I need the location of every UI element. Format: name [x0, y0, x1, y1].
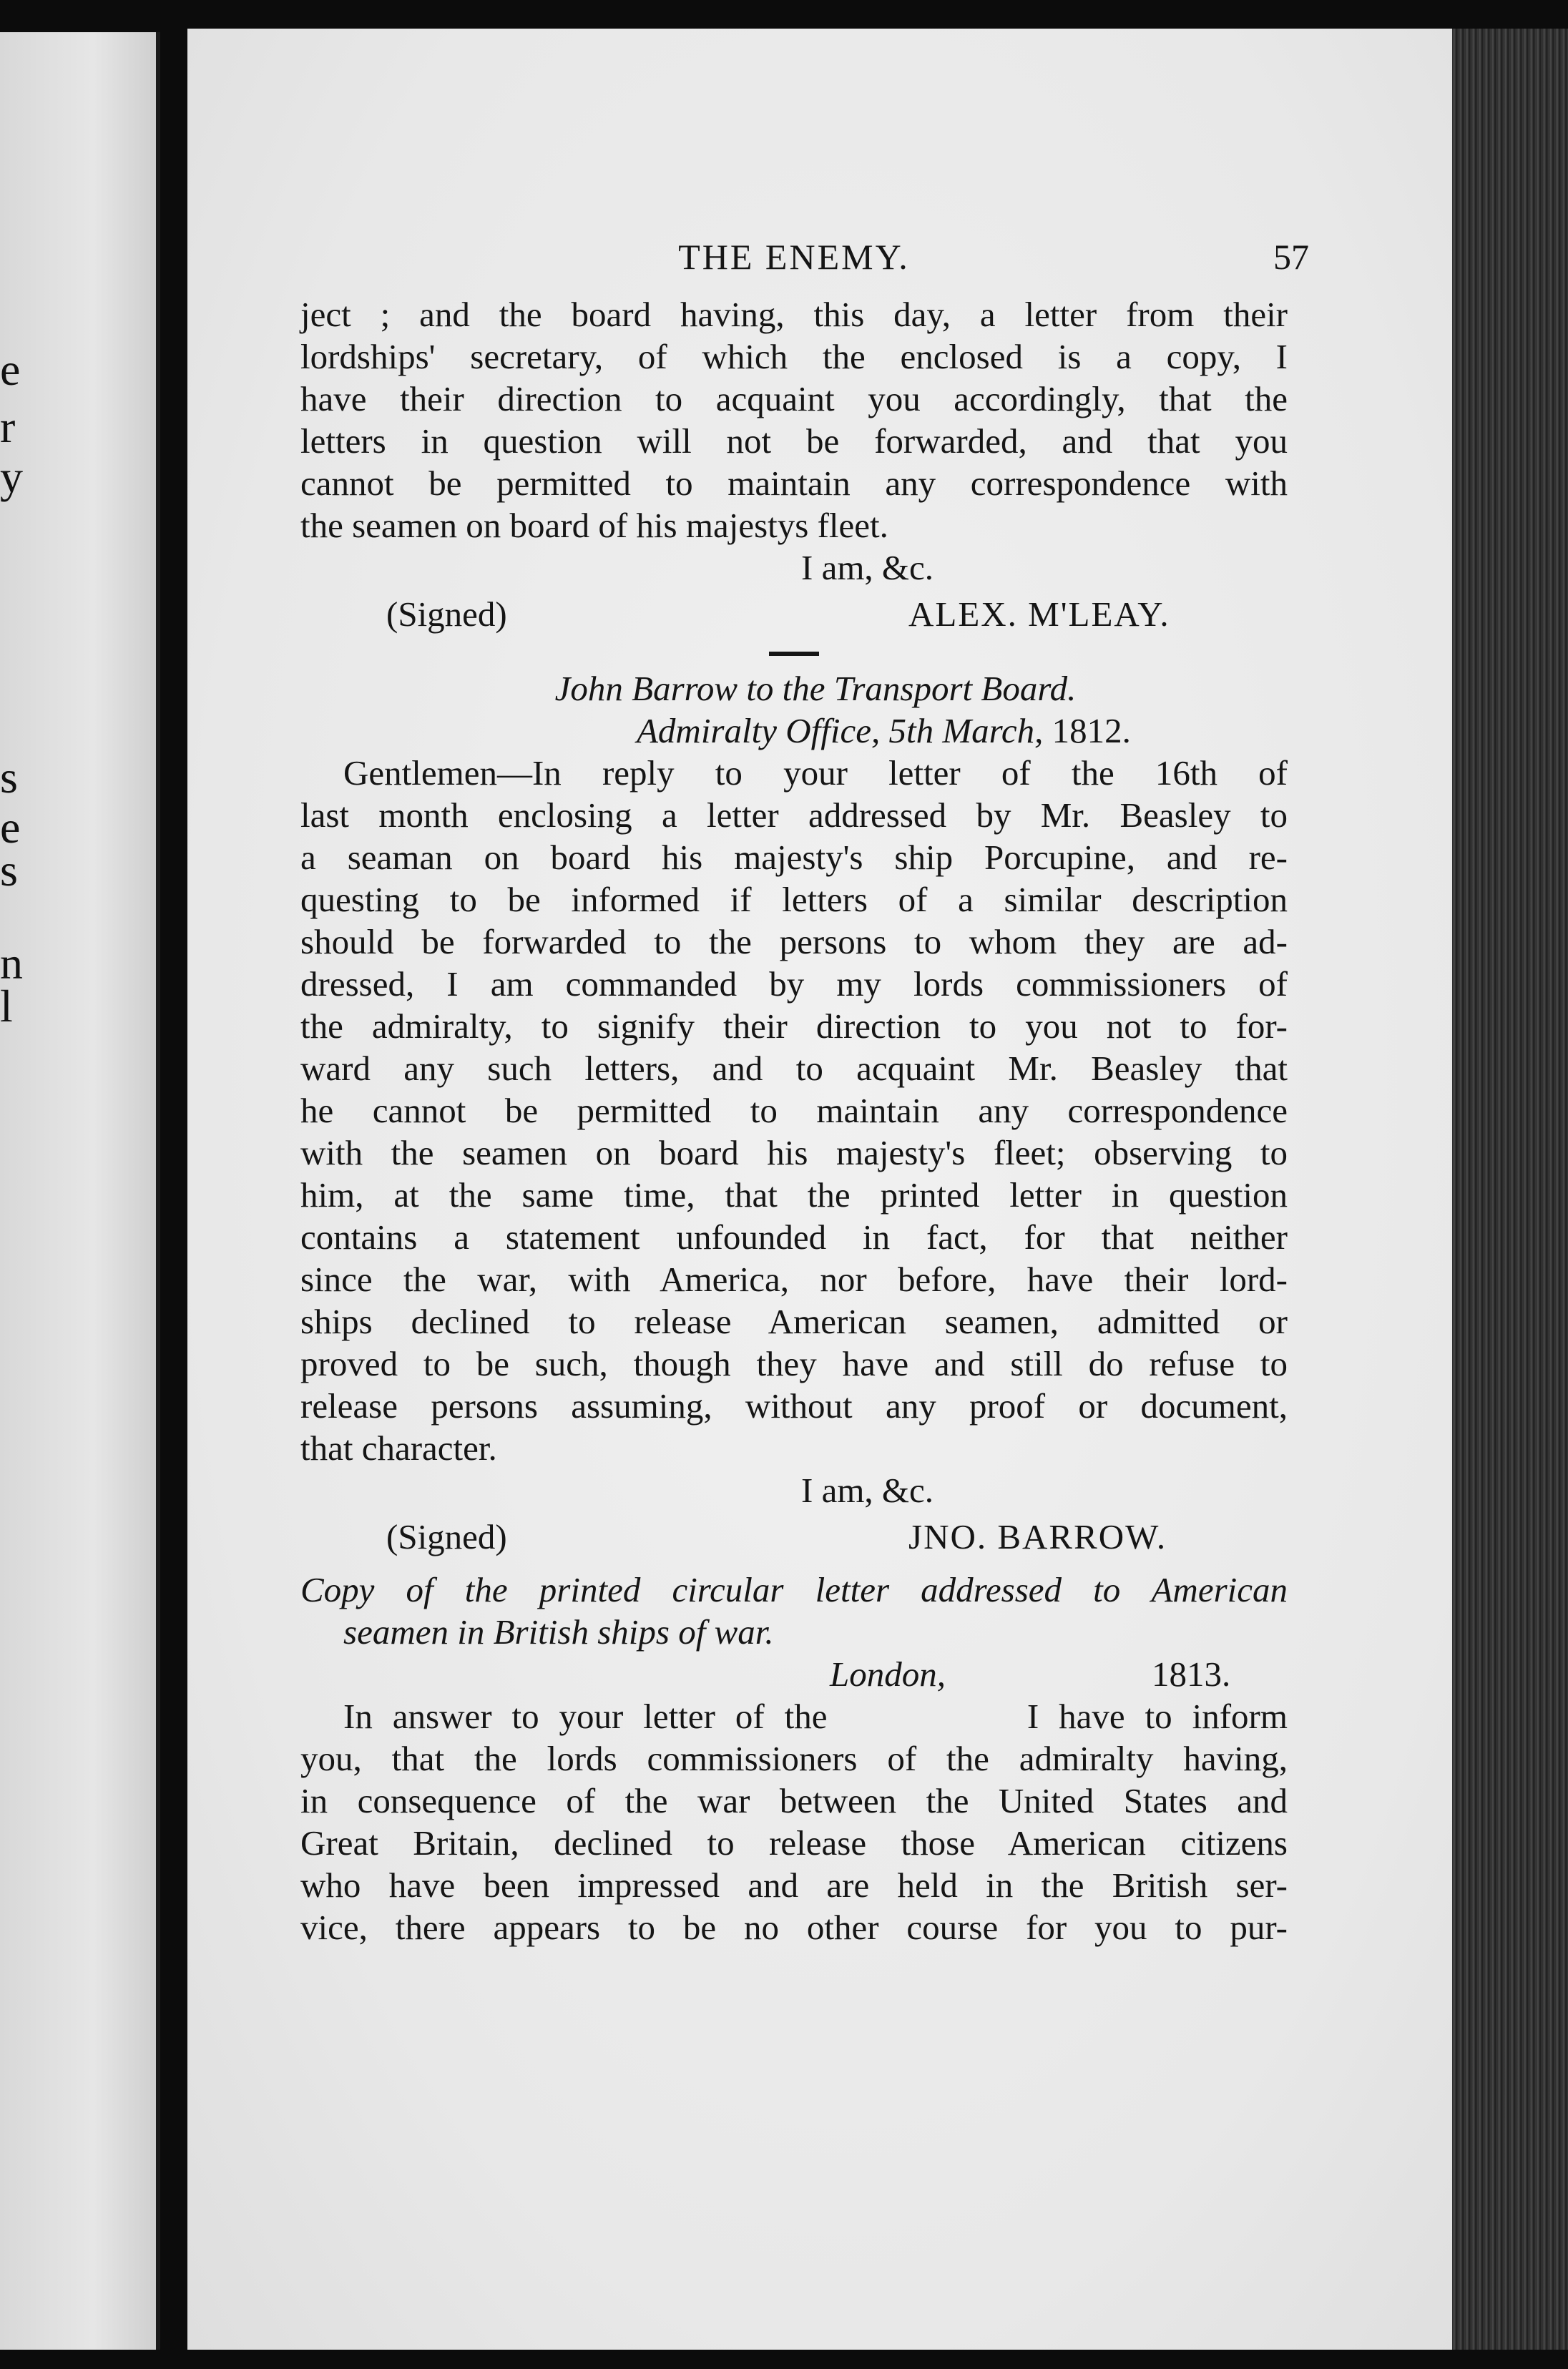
signature-row	[300, 1516, 1288, 1559]
edge-char: l	[0, 981, 13, 1031]
text-line: a seaman on board his majesty's ship Porcupine, and re-	[300, 838, 1288, 877]
text-line: who have been impressed and are held in the British ser-	[300, 1865, 1288, 1905]
text-line: the seamen on board of his majestys fleet.	[300, 506, 888, 545]
signer-name: ALEX. M'LEAY.	[908, 594, 1170, 634]
edge-char: n	[0, 938, 23, 989]
dateline-place: London,	[830, 1654, 946, 1694]
text-line: should be forwarded to the persons to whom they are ad-	[300, 922, 1288, 961]
text-line: last month enclosing a letter addressed by Mr. Beasley to	[300, 795, 1288, 835]
letter-heading: John Barrow to the Transport Board.	[554, 669, 1077, 708]
text-line: Great Britain, declined to release those American citizens	[300, 1823, 1288, 1863]
edge-char: s	[0, 752, 18, 803]
text-line: letters in question will not be forwarded, and that you	[300, 421, 1288, 461]
signer-name: JNO. BARROW.	[908, 1517, 1167, 1556]
text-line: vice, there appears to be no other course for you to pur-	[300, 1908, 1288, 1947]
letter-mcleay	[300, 293, 1288, 636]
page-stack-edge	[1452, 29, 1568, 2350]
closing: I am, &c.	[801, 1471, 934, 1510]
edge-char: r	[0, 401, 16, 452]
running-title: THE ENEMY.	[678, 237, 910, 277]
text-line: you, that the lords commissioners of the admiralty having,	[300, 1739, 1288, 1778]
text-line: since the war, with America, nor before, have their lord-	[300, 1260, 1288, 1299]
edge-char: e	[0, 344, 21, 395]
text-line: ward any such letters, and to acquaint Mr. Beasley that	[300, 1049, 1288, 1088]
page-number: 57	[1273, 237, 1309, 277]
text-line: Gentlemen—In reply to your letter of the 16th of	[343, 753, 1288, 793]
letter-heading: Copy of the printed circular letter addressed to American	[300, 1570, 1288, 1609]
facing-page-edge	[0, 32, 160, 2350]
text-line: release persons assuming, without any proof or document,	[300, 1386, 1288, 1426]
text-line: in consequence of the war between the United States and	[300, 1781, 1288, 1820]
text-line: questing to be informed if letters of a similar description	[300, 880, 1288, 919]
page-header	[300, 236, 1309, 286]
signed-label: (Signed)	[386, 1517, 507, 1556]
text-line: have their direction to acquaint you accordingly, that the	[300, 379, 1288, 418]
dateline-place: Admiralty Office, 5th March,	[637, 711, 1044, 750]
text-line: contains a statement unfounded in fact, for that neither	[300, 1217, 1288, 1257]
edge-char: e	[0, 802, 21, 853]
text-line: lordships' secretary, of which the enclosed is a copy, I	[300, 337, 1288, 376]
text-line: dressed, I am commanded by my lords commissioners of	[300, 964, 1288, 1004]
text-line: In answer to your letter of the I have to inform	[343, 1697, 1288, 1736]
signed-label: (Signed)	[386, 594, 507, 634]
text-line: with the seamen on board his majesty's fleet; observing to	[300, 1133, 1288, 1172]
text-line: proved to be such, though they have and still do refuse to	[300, 1344, 1288, 1383]
text-line: ships declined to release American seamen, admitted or	[300, 1302, 1288, 1341]
signature-row	[300, 593, 1288, 636]
text-line: ject ; and the board having, this day, a letter from their	[300, 295, 1288, 334]
text-line: that character.	[300, 1428, 497, 1468]
dateline	[300, 1653, 1288, 1695]
letter-heading: seamen in British ships of war.	[343, 1612, 774, 1652]
section-divider	[769, 652, 819, 656]
circular-letter	[300, 1569, 1288, 1948]
dateline-year: 1813.	[1152, 1654, 1231, 1694]
dateline-year: 1812.	[1052, 711, 1131, 750]
page-text	[300, 236, 1309, 1948]
dateline	[300, 710, 1288, 752]
text-line: he cannot be permitted to maintain any correspondence	[300, 1091, 1288, 1130]
text-line: the admiralty, to signify their direction to you not to for-	[300, 1006, 1288, 1046]
closing: I am, &c.	[801, 548, 934, 587]
letter-barrow	[300, 667, 1288, 1559]
edge-char: s	[0, 845, 18, 896]
edge-char: y	[0, 451, 23, 502]
spacer	[300, 1559, 1288, 1569]
text-line: him, at the same time, that the printed letter in question	[300, 1175, 1288, 1215]
text-line: cannot be permitted to maintain any correspondence with	[300, 464, 1288, 503]
